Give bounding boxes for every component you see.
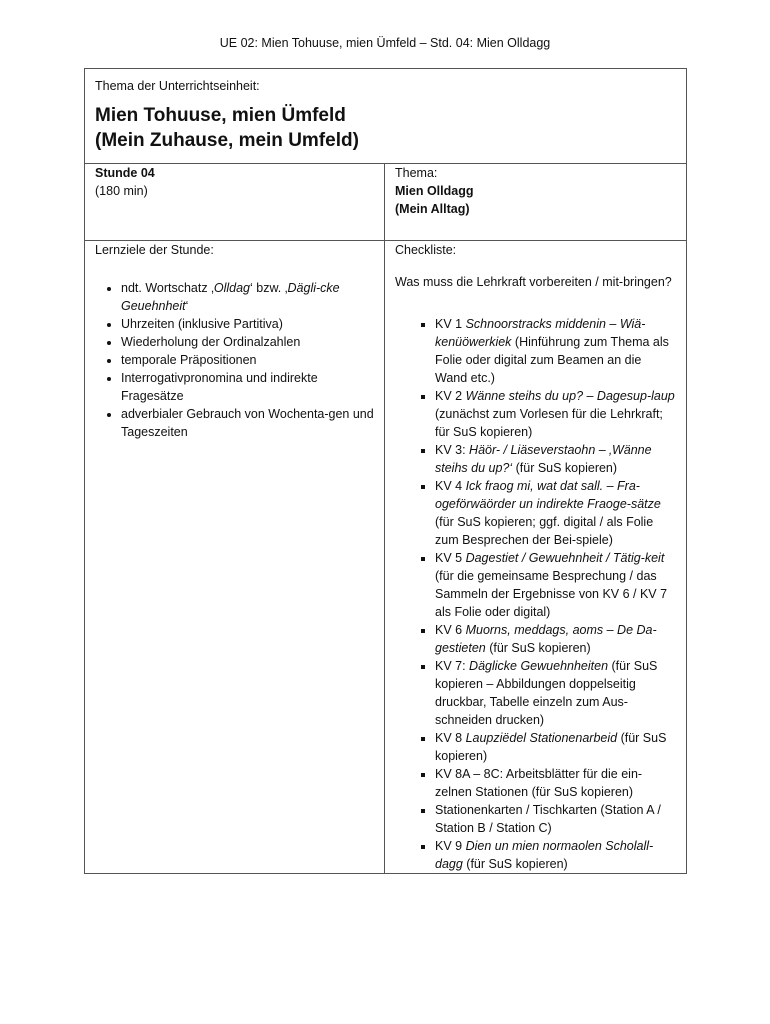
item-title: Wänne steihs du up? – Dagesup-laup xyxy=(465,389,675,403)
checklist-item xyxy=(435,765,676,801)
goal-text-italic: Dägli-cke Geuehnheit xyxy=(121,281,340,313)
content-row xyxy=(85,241,687,874)
checklist-question: Was muss die Lehrkraft vorbereiten / mit-bringen? xyxy=(395,275,672,289)
item-text: (für SuS kopieren) xyxy=(435,731,667,763)
item-text: KV 2 xyxy=(435,389,466,403)
lesson-plan-table xyxy=(84,68,687,874)
item-title: Häör- / Liäseverstaohn – ‚Wänne steihs du up?‘ xyxy=(435,443,652,475)
checklist-item xyxy=(435,441,676,477)
unit-title-line1: Mien Tohuuse, mien Ümfeld xyxy=(95,105,346,126)
item-text: KV 6 xyxy=(435,623,466,637)
goals-list xyxy=(95,279,374,441)
item-text: KV 1 xyxy=(435,317,466,331)
item-title: Dien un mien normaolen Scholall-dagg xyxy=(435,839,654,871)
checklist-item xyxy=(435,657,676,729)
item-text: Stationenkarten / Tischkarten (Station A / Station B / Station C) xyxy=(435,803,661,835)
item-text: (für die gemeinsame Besprechung / das Sammeln der Ergebnisse von KV 6 / KV 7 als Folie oder digital) xyxy=(435,569,668,619)
checklist-list xyxy=(395,315,676,873)
goals-cell xyxy=(85,241,385,874)
item-text: KV 7: xyxy=(435,659,470,673)
item-text: (für SuS kopieren) xyxy=(462,857,568,871)
checklist-cell xyxy=(385,241,687,874)
item-title: Ick fraog mi, wat dat sall. – Fra-ogeförwäörder un indirekte Fraoge-sätze xyxy=(435,479,661,511)
item-text: KV 5 xyxy=(435,551,466,565)
item-text: KV 9 xyxy=(435,839,466,853)
item-title: Schnoorstracks middenin – Wiä-kenüöwerkiek xyxy=(435,317,646,349)
checklist-item xyxy=(435,801,676,837)
goal-item xyxy=(121,279,374,315)
item-title: Dagestiet / Gewuehnheit / Tätig-keit xyxy=(465,551,665,565)
item-text: (für SuS kopieren) xyxy=(512,461,618,475)
item-title: Laupziëdel Stationenarbeid xyxy=(465,731,618,745)
item-text: KV 3: xyxy=(435,443,470,457)
lesson-duration: (180 min) xyxy=(95,184,148,198)
goals-label: Lernziele der Stunde: xyxy=(95,243,214,257)
goal-text-italic: Olldag xyxy=(213,281,250,295)
lesson-row xyxy=(85,164,687,241)
goal-item: • Interrogativpronomina und indirekte Fragesätze xyxy=(121,369,374,405)
checklist-item xyxy=(435,315,676,387)
unit-title xyxy=(95,103,676,153)
checklist-item xyxy=(435,729,676,765)
item-text: (zunächst zum Vorlesen für die Lehrkraft; für SuS kopieren) xyxy=(435,407,663,439)
item-text: KV 8A – 8C: Arbeitsblätter für die ein-zelnen Stationen (für SuS kopieren) xyxy=(435,767,643,799)
goal-text: ‘ xyxy=(185,299,189,313)
lesson-cell xyxy=(85,164,385,241)
checklist-item xyxy=(435,549,676,621)
item-text: KV 8 xyxy=(435,731,466,745)
goal-text: ndt. Wortschatz ‚ xyxy=(121,281,214,295)
topic-translation: (Mein Alltag) xyxy=(395,202,470,216)
checklist-label: Checkliste: xyxy=(395,243,457,257)
item-text: (Hinführung zum Thema als Folie oder digital zum Beamen an die Wand etc.) xyxy=(435,335,669,385)
unit-cell xyxy=(85,69,687,164)
goal-item: • Wiederholung der Ordinalzahlen xyxy=(121,333,374,351)
topic-title: Mien Olldagg xyxy=(395,184,474,198)
checklist-item xyxy=(435,477,676,549)
unit-label: Thema der Unterrichtseinheit: xyxy=(95,79,260,93)
item-title: Däglicke Gewuehnheiten xyxy=(469,659,609,673)
page-header: UE 02: Mien Tohuuse, mien Ümfeld – Std. 04: Mien Olldagg xyxy=(219,36,551,50)
item-text: (für SuS kopieren) xyxy=(485,641,591,655)
unit-row xyxy=(85,69,687,164)
goal-item: • adverbialer Gebrauch von Wochenta-gen und Tageszeiten xyxy=(121,405,374,441)
item-title: Muorns, meddags, aoms – De Da-gestieten xyxy=(435,623,657,655)
goal-item: • temporale Präpositionen xyxy=(121,351,374,369)
item-text: (für SuS kopieren; ggf. digital / als Folie zum Besprechen der Bei-spiele) xyxy=(435,515,654,547)
goal-item: • Uhrzeiten (inklusive Partitiva) xyxy=(121,315,374,333)
topic-cell xyxy=(385,164,687,241)
item-text: (für SuS kopieren – Abbildungen doppelseitig druckbar, Tabelle einzeln zum Aus-schneiden drucken) xyxy=(435,659,658,727)
topic-label: Thema: xyxy=(395,166,438,180)
checklist-item xyxy=(435,387,676,441)
lesson-label: Stunde 04 xyxy=(95,166,155,180)
checklist-item xyxy=(435,621,676,657)
goal-text: ‘ bzw. ‚ xyxy=(250,281,288,295)
unit-title-line2: (Mein Zuhause, mein Umfeld) xyxy=(95,130,359,151)
checklist-item xyxy=(435,837,676,873)
item-text: KV 4 xyxy=(435,479,466,493)
